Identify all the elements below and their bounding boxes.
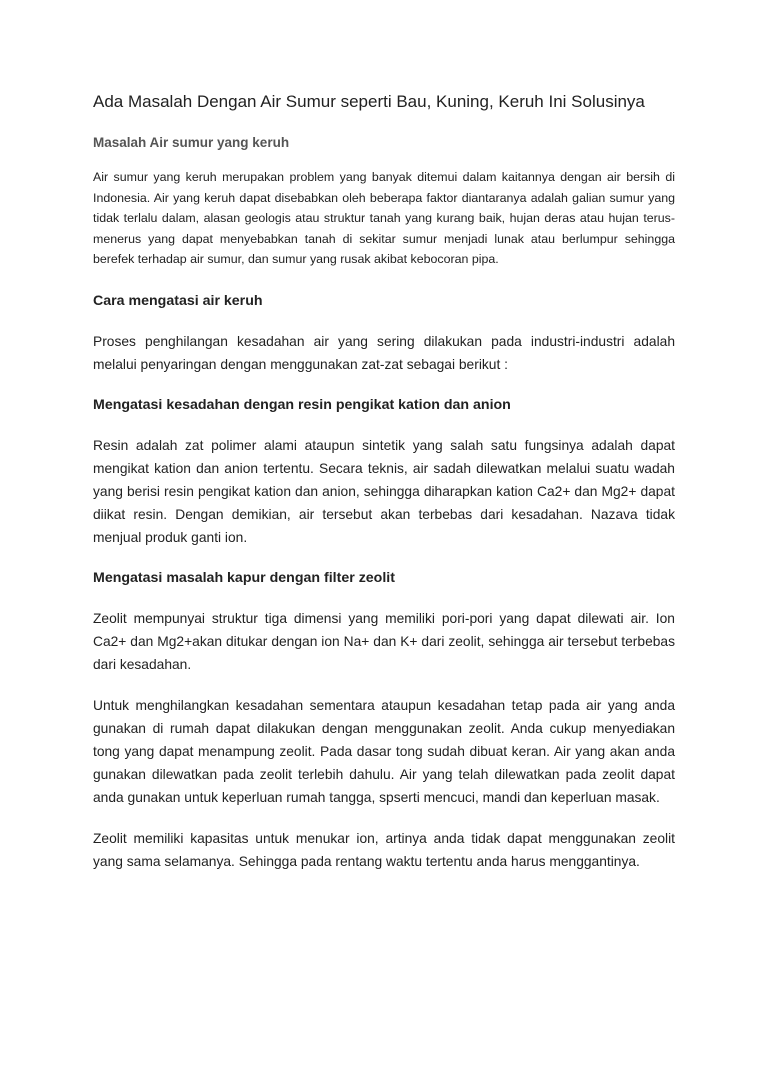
paragraph-resin: Resin adalah zat polimer alami ataupun sintetik yang salah satu fungsinya adalah dapat mengikat kation dan anion tertentu. Secara teknis, air sadah dilewatkan melalui suatu wadah yang berisi resin pengikat kation dan anion, sehingga diharapkan kation Ca2+ dan Mg2+ dapat diikat resin. Dengan demikian, air tersebut akan terbebas dari kesadahan. Nazava tidak menjual produk ganti ion. bbox=[93, 437, 675, 545]
paragraph-air-sumur-keruh: Air sumur yang keruh merupakan problem yang banyak ditemui dalam kaitannya dengan air bersih di Indonesia. Air yang keruh dapat disebabkan oleh beberapa faktor diantaranya adalah galian sumur yang tidak terlalu dalam, alasan geologis atau struktur tanah yang kurang baik, hujan deras atau hujan terus-menerus yang dapat menyebabkan tanah di sekitar sumur menjadi lunak atau berlumpur sehingga berefek terhadap air sumur, dan sumur yang rusak akibat kebocoran pipa. bbox=[93, 170, 675, 267]
section-heading-air-sumur-keruh: Masalah Air sumur yang keruh bbox=[93, 135, 290, 150]
section-heading-cara-mengatasi: Cara mengatasi air keruh bbox=[93, 292, 263, 309]
section-heading-zeolit: Mengatasi masalah kapur dengan filter zeolit bbox=[93, 569, 395, 586]
section-heading-resin: Mengatasi kesadahan dengan resin pengikat kation dan anion bbox=[93, 396, 511, 413]
paragraph-zeolit-2: Untuk menghilangkan kesadahan sementara ataupun kesadahan tetap pada air yang anda gunakan di rumah dapat dilakukan dengan menggunakan zeolit. Anda cukup menyediakan tong yang dapat menampung zeolit. Pada dasar tong sudah dibuat keran. Air yang akan anda gunakan dilewatkan pada zeolit terlebih dahulu. Air yang telah dilewatkan pada zeolit dapat anda gunakan untuk keperluan rumah tangga, spserti mencuci, mandi dan keperluan masak. bbox=[93, 697, 675, 805]
paragraph-cara-mengatasi: Proses penghilangan kesadahan air yang sering dilakukan pada industri-industri adalah melalui penyaringan dengan menggunakan zat-zat sebagai berikut : bbox=[93, 333, 675, 372]
document-title: Ada Masalah Dengan Air Sumur seperti Bau, Kuning, Keruh Ini Solusinya bbox=[93, 92, 645, 111]
paragraph-zeolit-3: Zeolit memiliki kapasitas untuk menukar ion, artinya anda tidak dapat menggunakan zeolit yang sama selamanya. Sehingga pada rentang waktu tertentu anda harus menggantinya. bbox=[93, 830, 675, 869]
document-page bbox=[93, 88, 675, 891]
paragraph-zeolit-1: Zeolit mempunyai struktur tiga dimensi yang memiliki pori-pori yang dapat dilewati air. Ion Ca2+ dan Mg2+akan ditukar dengan ion Na+ dan K+ dari zeolit, sehingga air tersebut terbebas dari kesadahan. bbox=[93, 610, 675, 672]
